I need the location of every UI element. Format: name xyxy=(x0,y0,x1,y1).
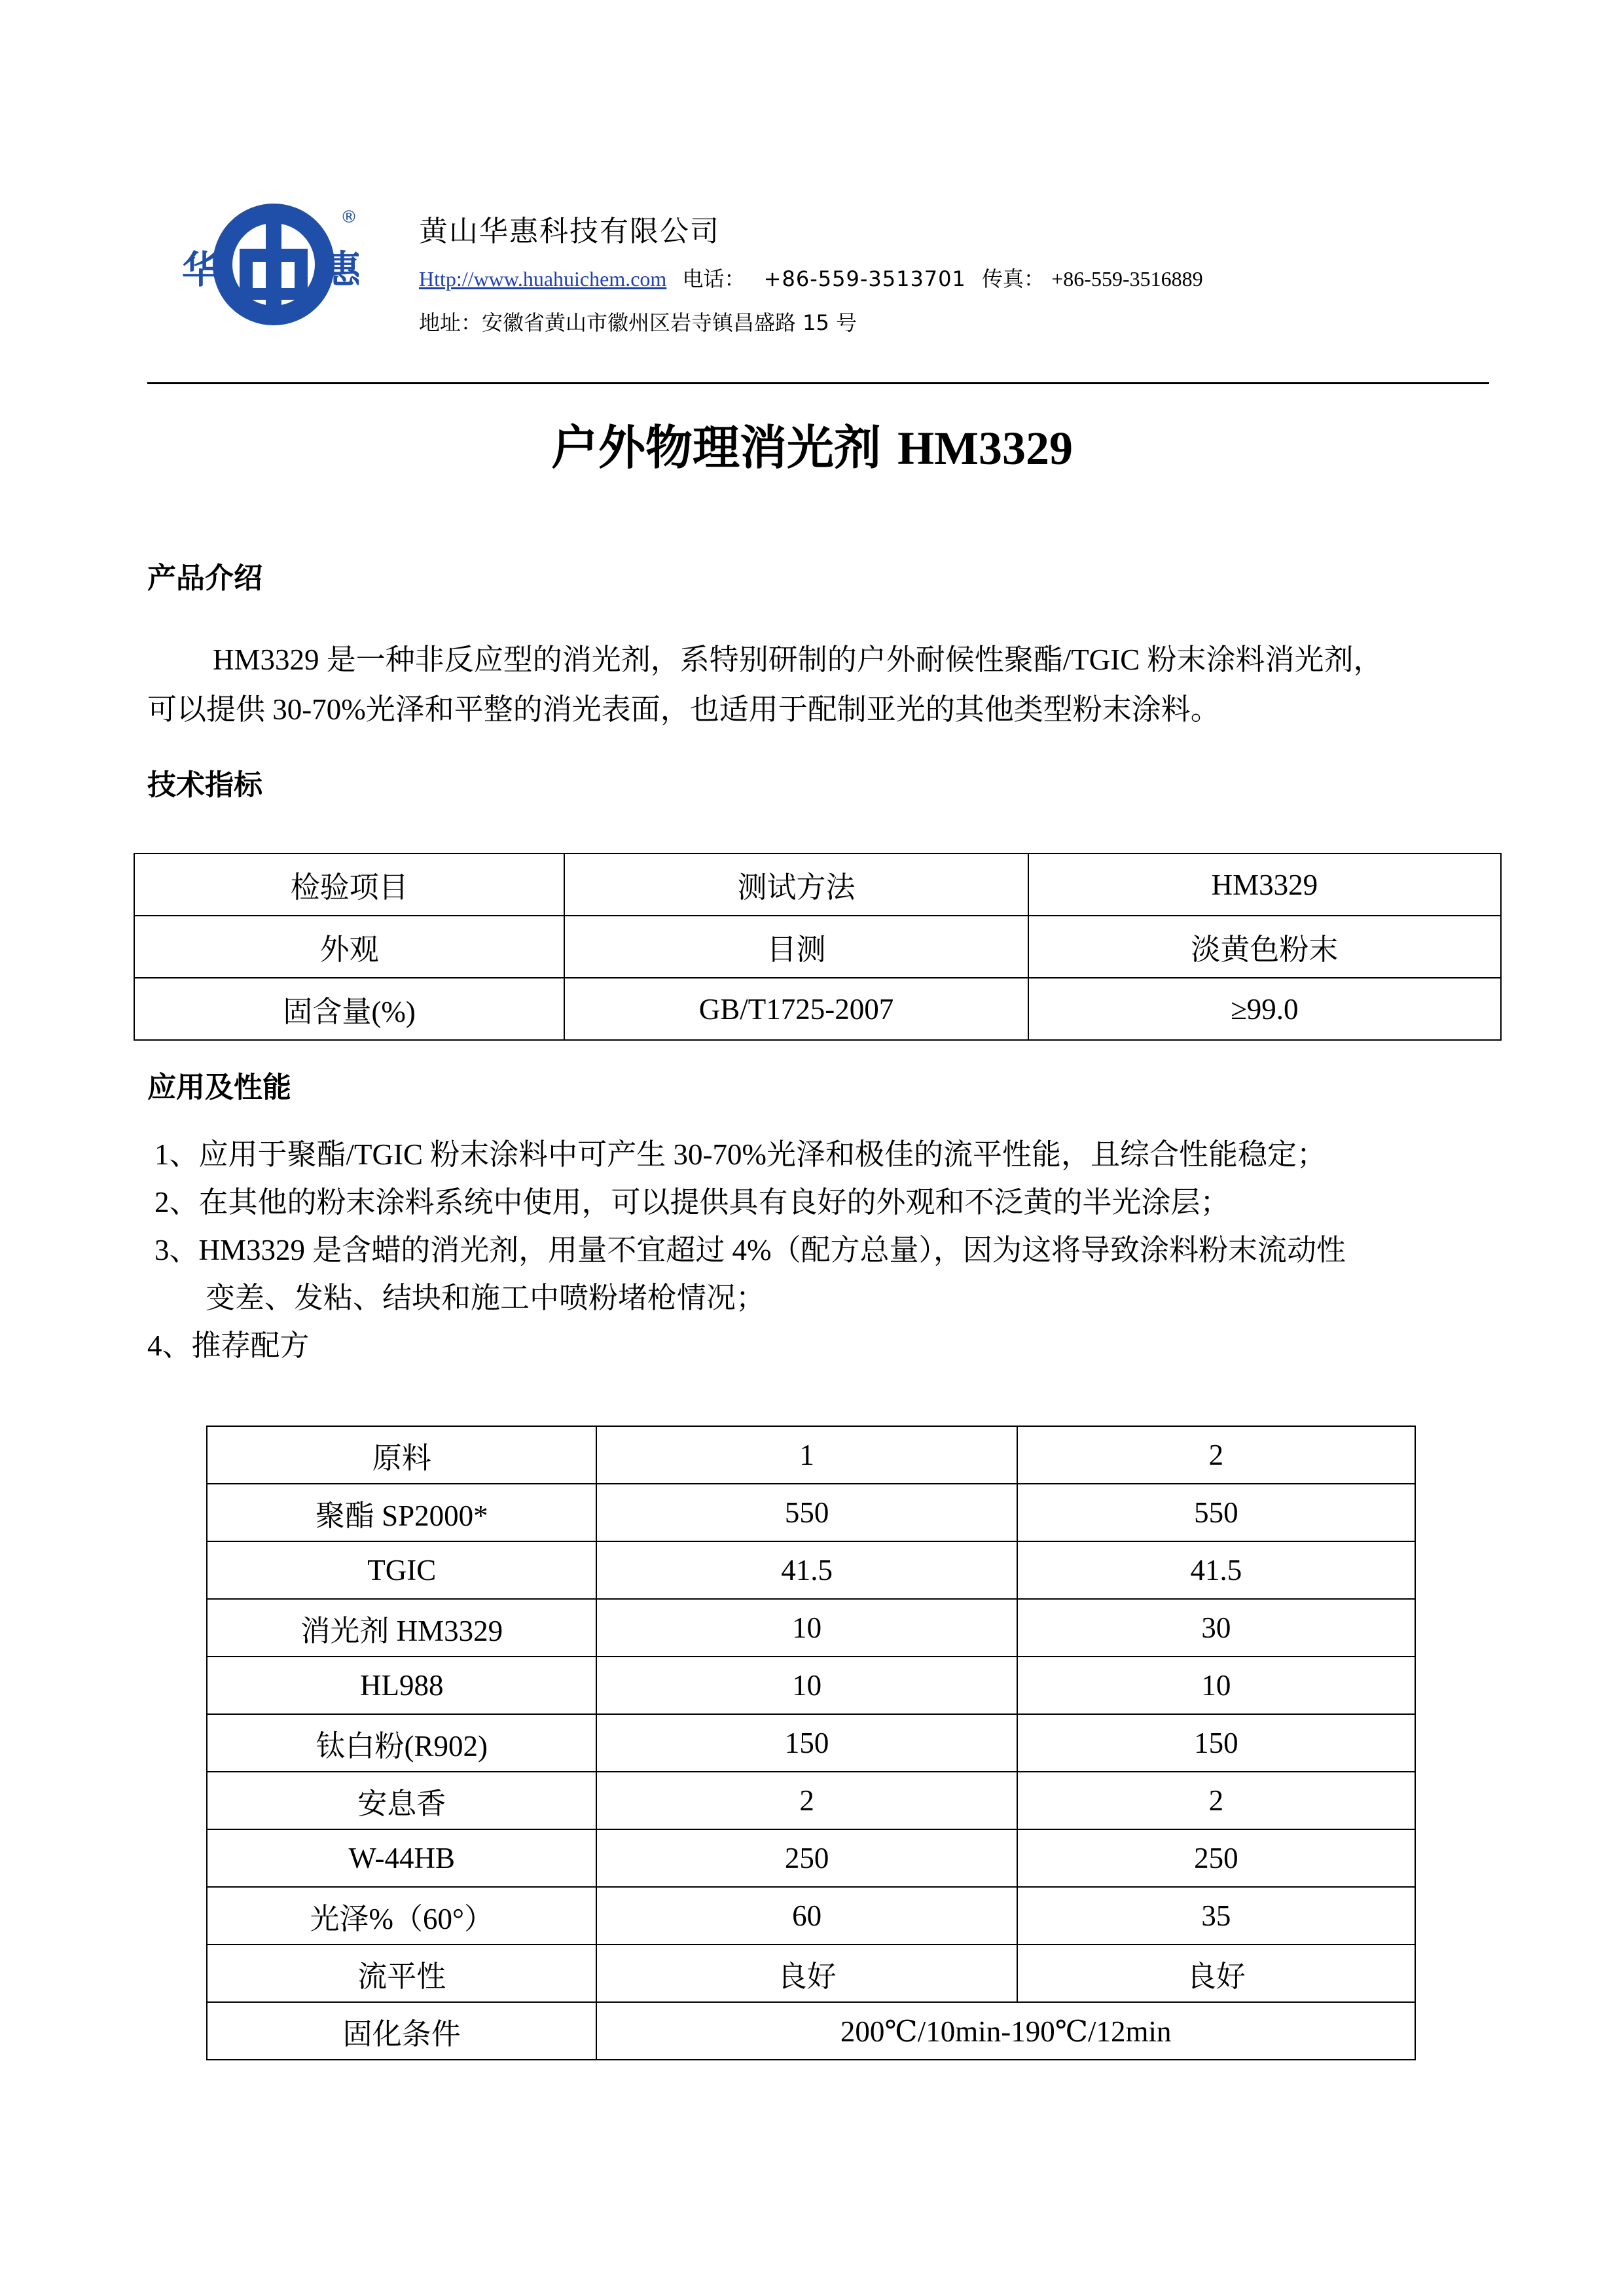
intro-line-2: 可以提供 30-70%光泽和平整的消光表面，也适用于配制亚光的其他类型粉末涂料。 xyxy=(147,693,1220,726)
table-row xyxy=(207,1541,1415,1599)
phone-label: 电话： xyxy=(682,266,746,291)
application-item-3-continued: 变差、发粘、结块和施工中喷粉堵枪情况； xyxy=(206,1282,766,1314)
application-item-4: 4、推荐配方 xyxy=(147,1329,310,1362)
table-row xyxy=(207,1599,1415,1657)
application-item-2: 2、在其他的粉末涂料系统中使用，可以提供具有良好的外观和不泛黄的半光涂层； xyxy=(154,1186,1230,1219)
table-cell: W-44HB xyxy=(207,1829,596,1887)
table-row xyxy=(207,1772,1415,1829)
header-divider xyxy=(147,382,1489,384)
table-cell: 550 xyxy=(1017,1484,1415,1541)
company-name: 黄山华惠科技有限公司 xyxy=(419,215,720,248)
fax-number: +86-559-3516889 xyxy=(1051,267,1203,291)
table-cell: 安息香 xyxy=(207,1772,596,1829)
table-cell: 固化条件 xyxy=(207,2002,596,2060)
table-cell: 150 xyxy=(1017,1714,1415,1772)
contact-line xyxy=(419,268,1203,289)
table-cell: 聚酯 SP2000* xyxy=(207,1484,596,1541)
table-row xyxy=(134,916,1501,978)
table-header-cell: 2 xyxy=(1017,1426,1415,1484)
table-cell: 10 xyxy=(596,1657,1017,1714)
table-cell: 41.5 xyxy=(596,1541,1017,1599)
logo-left-char: 华 xyxy=(182,247,221,292)
table-cell: 41.5 xyxy=(1017,1541,1415,1599)
application-heading: 应用及性能 xyxy=(147,1071,291,1104)
intro-line-1 xyxy=(147,635,1489,685)
table-cell: 150 xyxy=(596,1714,1017,1772)
table-cell: 10 xyxy=(596,1599,1017,1657)
table-header-cell: 原料 xyxy=(207,1426,596,1484)
table-cell: 光泽%（60°） xyxy=(207,1887,596,1945)
table-cell: 外观 xyxy=(134,916,564,978)
table-cell: 淡黄色粉末 xyxy=(1028,916,1501,978)
table-cell: 2 xyxy=(1017,1772,1415,1829)
table-cell: 2 xyxy=(596,1772,1017,1829)
table-cell: 消光剂 HM3329 xyxy=(207,1599,596,1657)
table-row xyxy=(207,1714,1415,1772)
table-row xyxy=(207,1484,1415,1541)
table-row xyxy=(134,978,1501,1040)
title-text: 户外物理消光剂 xyxy=(550,420,881,475)
table-header-cell: HM3329 xyxy=(1028,853,1501,916)
table-row xyxy=(207,1657,1415,1714)
table-cell-merged: 200℃/10min-190℃/12min xyxy=(596,2002,1415,2060)
company-logo xyxy=(162,191,359,335)
registered-mark: ® xyxy=(340,207,357,227)
spec-heading: 技术指标 xyxy=(147,768,262,802)
table-cell: 良好 xyxy=(1017,1945,1415,2002)
intro-paragraph xyxy=(147,635,1489,734)
phone-number: +86-559-3513701 xyxy=(763,266,966,291)
table-cell: 550 xyxy=(596,1484,1017,1541)
spec-table xyxy=(134,853,1502,1041)
table-cell: 250 xyxy=(1017,1829,1415,1887)
application-item-1: 1、应用于聚酯/TGIC 粉末涂料中可产生 30-70%光泽和极佳的流平性能，且综合性能稳定； xyxy=(154,1138,1326,1171)
table-cell: 35 xyxy=(1017,1887,1415,1945)
fax-label: 传真： xyxy=(982,266,1045,291)
table-row xyxy=(207,1887,1415,1945)
table-cell: 60 xyxy=(596,1887,1017,1945)
formula-table xyxy=(206,1426,1416,2060)
title-product-code: HM3329 xyxy=(897,422,1074,475)
table-cell: TGIC xyxy=(207,1541,596,1599)
table-cell: 固含量(%) xyxy=(134,978,564,1040)
logo-right-char: 惠 xyxy=(323,247,359,292)
table-cell: GB/T1725-2007 xyxy=(564,978,1028,1040)
website-link[interactable]: Http://www.huahuichem.com xyxy=(419,267,667,291)
table-cell: 10 xyxy=(1017,1657,1415,1714)
table-header-cell: 测试方法 xyxy=(564,853,1028,916)
table-cell: 目测 xyxy=(564,916,1028,978)
table-row xyxy=(207,2002,1415,2060)
intro-line-1-text: HM3329 是一种非反应型的消光剂，系特别研制的户外耐候性聚酯/TGIC 粉末涂料消光剂， xyxy=(213,643,1383,676)
table-cell: HL988 xyxy=(207,1657,596,1714)
table-cell: 良好 xyxy=(596,1945,1017,2002)
table-header-cell: 检验项目 xyxy=(134,853,564,916)
table-cell: ≥99.0 xyxy=(1028,978,1501,1040)
table-row xyxy=(207,1945,1415,2002)
table-cell: 钛白粉(R902) xyxy=(207,1714,596,1772)
application-item-3: 3、HM3329 是含蜡的消光剂，用量不宜超过 4%（配方总量），因为这将导致涂料粉末流动性 xyxy=(154,1234,1346,1266)
logo-emblem-icon xyxy=(162,191,359,335)
table-row xyxy=(207,1829,1415,1887)
company-address: 地址：安徽省黄山市徽州区岩寺镇昌盛路 15 号 xyxy=(419,310,857,335)
table-cell: 流平性 xyxy=(207,1945,596,2002)
table-cell: 30 xyxy=(1017,1599,1415,1657)
page-title xyxy=(0,420,1624,475)
table-cell: 250 xyxy=(596,1829,1017,1887)
table-header-row xyxy=(134,853,1501,916)
table-header-cell: 1 xyxy=(596,1426,1017,1484)
table-header-row xyxy=(207,1426,1415,1484)
intro-heading: 产品介绍 xyxy=(147,562,262,595)
